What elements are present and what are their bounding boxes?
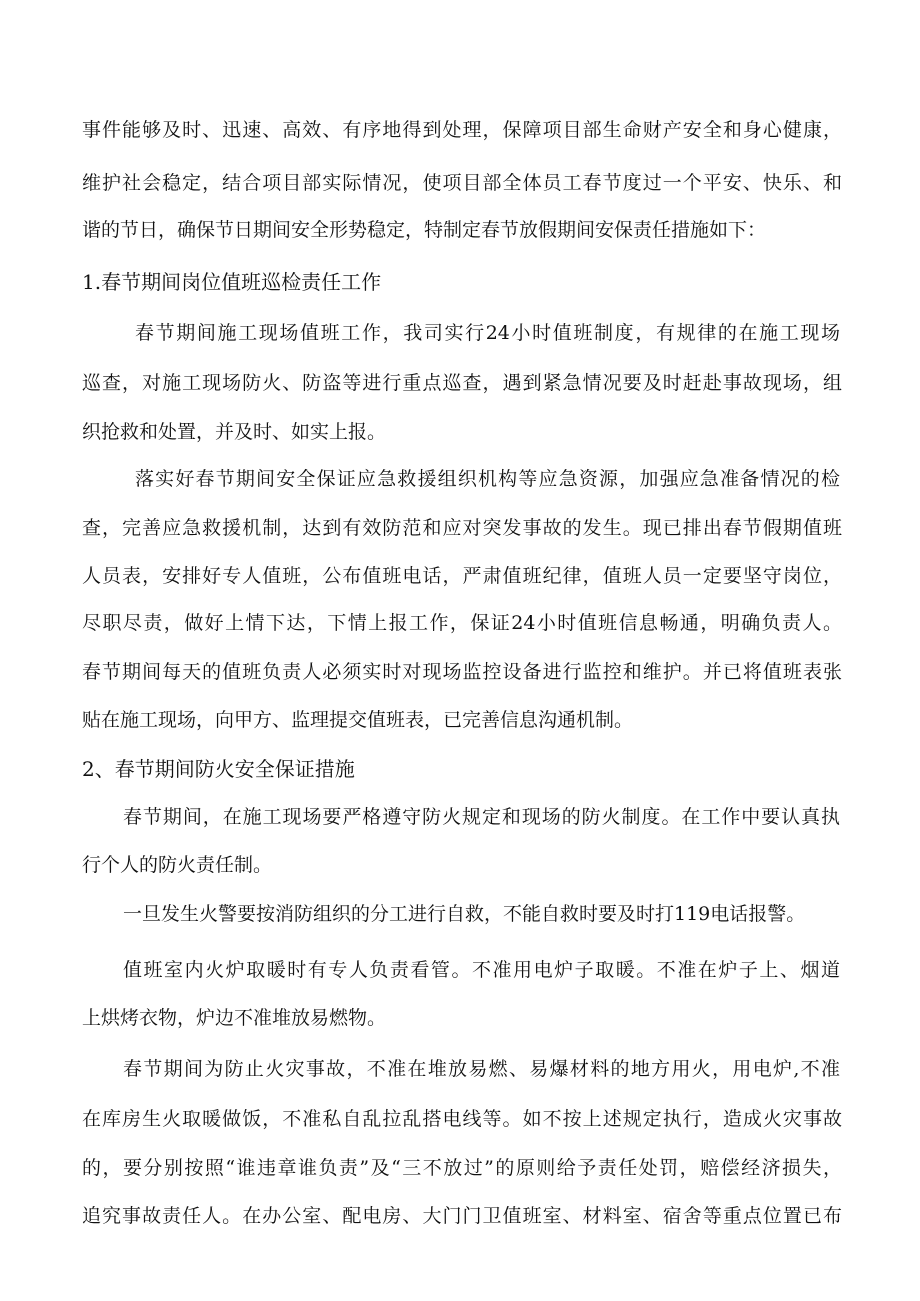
body-line: 在库房生火取暖做饭，不准私自乱拉乱搭电线等。如不按上述规定执行，造成火灾事故 xyxy=(82,1108,842,1130)
body-line: 尽职尽责，做好上情下达，下情上报工作，保证24小时值班信息畅通，明确负责人。 xyxy=(82,612,842,634)
body-line: 维护社会稳定，结合项目部实际情况，使项目部全体员工春节度过一个平安、快乐、和 xyxy=(82,172,842,194)
body-line: 事件能够及时、迅速、高效、有序地得到处理，保障项目部生命财产安全和身心健康， xyxy=(82,119,842,141)
section-heading: 1.春节期间岗位值班巡检责任工作 xyxy=(82,270,382,294)
paragraph-first-line: 春节期间，在施工现场要严格遵守防火规定和现场的防火制度。在工作中要认真执 xyxy=(123,806,840,828)
body-line: 追究事故责任人。在办公室、配电房、大门门卫值班室、材料室、宿舍等重点位置已布 xyxy=(82,1205,842,1227)
body-line: 人员表，安排好专人值班，公布值班电话，严肃值班纪律，值班人员一定要坚守岗位， xyxy=(82,565,842,587)
body-line: 的，要分别按照“谁违章谁负责”及“三不放过”的原则给予责任处罚，赔偿经济损失， xyxy=(82,1157,842,1179)
body-line: 巡查，对施工现场防火、防盗等进行重点巡查，遇到紧急情况要及时赶赴事故现场，组 xyxy=(82,372,842,394)
body-line: 查，完善应急救援机制，达到有效防范和应对突发事故的发生。现已排出春节假期值班 xyxy=(82,517,842,539)
body-line: 春节期间每天的值班负责人必须实时对现场监控设备进行监控和维护。并已将值班表张 xyxy=(82,661,842,683)
body-line: 贴在施工现场，向甲方、监理提交值班表，已完善信息沟通机制。 xyxy=(82,709,634,731)
body-line: 上烘烤衣物，炉边不准堆放易燃物。 xyxy=(82,1007,387,1029)
body-line: 织抢救和处置，并及时、如实上报。 xyxy=(82,421,387,443)
body-line: 行个人的防火责任制。 xyxy=(82,854,273,876)
paragraph-first-line: 落实好春节期间安全保证应急救援组织机构等应急资源，加强应急准备情况的检 xyxy=(135,468,840,490)
paragraph-first-line: 一旦发生火警要按消防组织的分工进行自救，不能自救时要及时打119电话报警。 xyxy=(123,903,806,925)
paragraph-first-line: 值班室内火炉取暖时有专人负责看管。不准用电炉子取暖。不准在炉子上、烟道 xyxy=(123,959,840,981)
section-heading: 2、春节期间防火安全保证措施 xyxy=(82,757,355,781)
paragraph-first-line: 春节期间为防止火灾事故，不准在堆放易燃、易爆材料的地方用火，用电炉,不准 xyxy=(123,1058,840,1080)
paragraph-first-line: 春节期间施工现场值班工作，我司实行24小时值班制度，有规律的在施工现场 xyxy=(135,322,840,344)
body-line: 谐的节日，确保节日期间安全形势稳定，特制定春节放假期间安保责任措施如下： xyxy=(82,219,767,241)
